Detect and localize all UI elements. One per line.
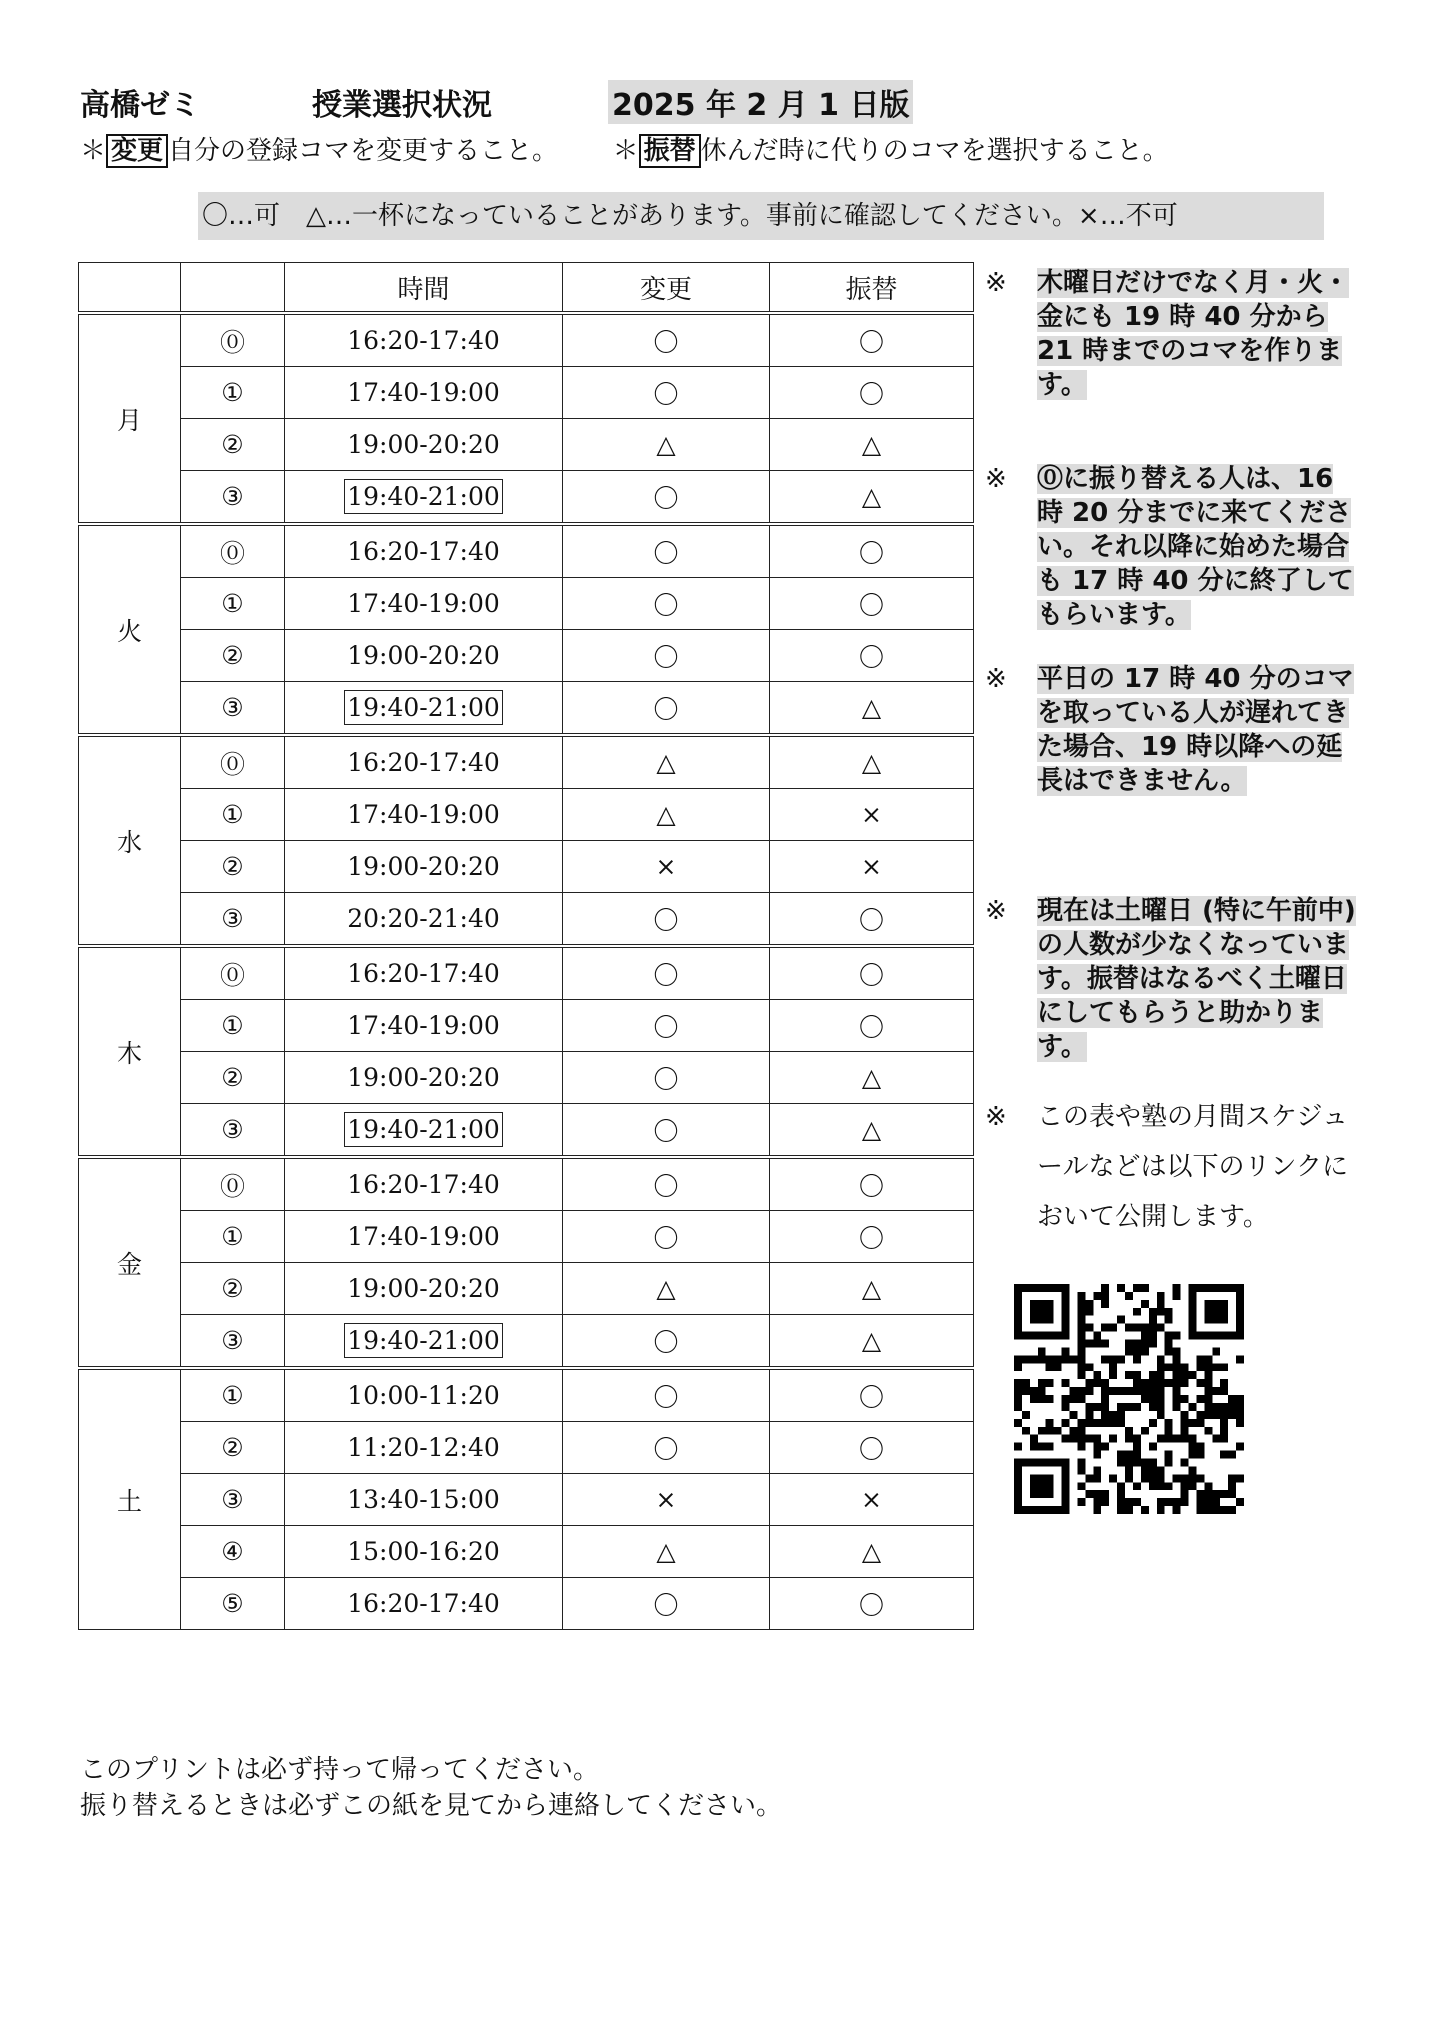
change-status-cell: 〇 (563, 893, 770, 947)
table-row (79, 1368, 974, 1422)
change-status-cell: △ (563, 419, 770, 471)
table-row (79, 367, 974, 419)
change-status-cell: 〇 (563, 1052, 770, 1104)
transfer-status-cell: 〇 (770, 1368, 974, 1422)
table-row (79, 1526, 974, 1578)
table-row (79, 419, 974, 471)
time-text: 19:40-21:00 (344, 1112, 503, 1147)
time-text: 16:20-17:40 (347, 1589, 500, 1618)
transfer-status-cell: × (770, 789, 974, 841)
transfer-status-cell: 〇 (770, 578, 974, 630)
transfer-status-cell: × (770, 1474, 974, 1526)
period-cell: ② (181, 841, 285, 893)
period-cell: ② (181, 630, 285, 682)
table-row (79, 1315, 974, 1369)
note-text: 現在は土曜日 (特に午前中) の人数が少なくなっています。振替はなるべく土曜日にしてもらうと助かります。 (1037, 896, 1356, 1062)
transfer-label: 振替 (639, 134, 701, 168)
period-cell: ③ (181, 682, 285, 736)
day-cell: 月 (79, 313, 181, 524)
day-cell: 木 (79, 946, 181, 1157)
time-cell (285, 735, 563, 789)
time-text: 16:20-17:40 (347, 748, 500, 777)
time-text: 19:00-20:20 (347, 1274, 500, 1303)
change-status-cell: 〇 (563, 946, 770, 1000)
transfer-status-cell: 〇 (770, 630, 974, 682)
transfer-status-cell: × (770, 841, 974, 893)
transfer-status-cell: 〇 (770, 313, 974, 367)
time-text: 17:40-19:00 (347, 1222, 500, 1251)
period-cell: ① (181, 789, 285, 841)
time-cell (285, 367, 563, 419)
table-row (79, 1263, 974, 1315)
change-status-cell: 〇 (563, 682, 770, 736)
period-cell: ⑤ (181, 1578, 285, 1630)
period-cell: ⓪ (181, 946, 285, 1000)
time-cell (285, 893, 563, 947)
transfer-prefix: ＊ (612, 136, 639, 166)
period-cell: ① (181, 367, 285, 419)
header-change: 変更 (563, 263, 770, 314)
table-row (79, 471, 974, 525)
qr-code[interactable] (1014, 1284, 1244, 1514)
period-cell: ① (181, 578, 285, 630)
time-cell (285, 1368, 563, 1422)
transfer-status-cell: 〇 (770, 1578, 974, 1630)
table-row (79, 1104, 974, 1158)
table-row (79, 682, 974, 736)
time-text: 16:20-17:40 (347, 1170, 500, 1199)
transfer-status-cell: 〇 (770, 1211, 974, 1263)
time-cell (285, 946, 563, 1000)
day-cell: 金 (79, 1157, 181, 1368)
period-cell: ③ (181, 893, 285, 947)
change-status-cell: 〇 (563, 1000, 770, 1052)
time-text: 19:40-21:00 (344, 1323, 503, 1358)
time-text: 17:40-19:00 (347, 1011, 500, 1040)
table-row (79, 1422, 974, 1474)
change-status-cell: 〇 (563, 524, 770, 578)
time-cell (285, 1422, 563, 1474)
time-text: 16:20-17:40 (347, 537, 500, 566)
legend: 〇…可 △…一杯になっていることがあります。事前に確認してください。×…不可 (198, 192, 1324, 240)
time-text: 19:00-20:20 (347, 641, 500, 670)
footer-notes (80, 1752, 782, 1824)
note-text: この表や塾の月間スケジュールなどは以下のリンクにおいて公開します。 (1037, 1102, 1348, 1232)
table-row (79, 841, 974, 893)
transfer-status-cell: 〇 (770, 893, 974, 947)
day-cell: 土 (79, 1368, 181, 1630)
table-row (79, 789, 974, 841)
time-cell (285, 1526, 563, 1578)
period-cell: ⓪ (181, 735, 285, 789)
time-text: 17:40-19:00 (347, 800, 500, 829)
time-text: 11:20-12:40 (347, 1433, 500, 1462)
time-cell (285, 1104, 563, 1158)
instructions (80, 130, 1169, 167)
table-row (79, 313, 974, 367)
change-status-cell: 〇 (563, 1422, 770, 1474)
change-status-cell: 〇 (563, 1211, 770, 1263)
transfer-status-cell: △ (770, 419, 974, 471)
change-status-cell: 〇 (563, 1157, 770, 1211)
transfer-status-cell: △ (770, 471, 974, 525)
change-prefix: ＊ (80, 136, 107, 166)
time-cell (285, 1474, 563, 1526)
transfer-status-cell: 〇 (770, 1422, 974, 1474)
day-cell: 水 (79, 735, 181, 946)
change-status-cell: △ (563, 789, 770, 841)
footer-line-2: 振り替えるときは必ずこの紙を見てから連絡してください。 (80, 1791, 783, 1821)
change-status-cell: △ (563, 735, 770, 789)
transfer-status-cell: 〇 (770, 1157, 974, 1211)
change-status-cell: × (563, 841, 770, 893)
transfer-status-cell: △ (770, 1315, 974, 1369)
time-cell (285, 313, 563, 367)
transfer-status-cell: △ (770, 1052, 974, 1104)
change-status-cell: 〇 (563, 578, 770, 630)
transfer-text: 休んだ時に代りのコマを選択すること。 (700, 136, 1169, 166)
period-cell: ⓪ (181, 1157, 285, 1211)
time-cell (285, 1578, 563, 1630)
transfer-status-cell: 〇 (770, 524, 974, 578)
table-row (79, 524, 974, 578)
transfer-status-cell: △ (770, 1526, 974, 1578)
transfer-status-cell: 〇 (770, 1000, 974, 1052)
time-text: 17:40-19:00 (347, 378, 500, 407)
header-row (79, 263, 974, 314)
period-cell: ④ (181, 1526, 285, 1578)
time-text: 19:00-20:20 (347, 430, 500, 459)
table-row (79, 630, 974, 682)
time-cell (285, 841, 563, 893)
table-row (79, 893, 974, 947)
time-text: 16:20-17:40 (347, 326, 500, 355)
time-cell (285, 1263, 563, 1315)
time-cell (285, 471, 563, 525)
table-row (79, 946, 974, 1000)
period-cell: ③ (181, 1104, 285, 1158)
transfer-status-cell: △ (770, 1263, 974, 1315)
change-text: 自分の登録コマを変更すること。 (168, 136, 559, 166)
time-text: 19:00-20:20 (347, 1063, 500, 1092)
change-status-cell: 〇 (563, 367, 770, 419)
change-status-cell: 〇 (563, 313, 770, 367)
time-cell (285, 524, 563, 578)
time-cell (285, 1211, 563, 1263)
seminar-name: 高橋ゼミ (80, 88, 200, 123)
time-cell (285, 578, 563, 630)
time-text: 10:00-11:20 (347, 1381, 500, 1410)
period-cell: ② (181, 1263, 285, 1315)
period-cell: ③ (181, 471, 285, 525)
change-status-cell: 〇 (563, 1578, 770, 1630)
time-text: 19:40-21:00 (344, 690, 503, 725)
note-mark: ※ (985, 896, 1007, 926)
footer-line-1: このプリントは必ず持って帰ってください。 (80, 1755, 599, 1785)
time-text: 13:40-15:00 (347, 1485, 500, 1514)
transfer-status-cell: 〇 (770, 367, 974, 419)
note-mark: ※ (985, 464, 1007, 494)
period-cell: ② (181, 1052, 285, 1104)
transfer-status-cell: △ (770, 735, 974, 789)
transfer-status-cell: △ (770, 1104, 974, 1158)
time-text: 16:20-17:40 (347, 959, 500, 988)
time-cell (285, 1157, 563, 1211)
change-status-cell: 〇 (563, 1368, 770, 1422)
time-text: 15:00-16:20 (347, 1537, 500, 1566)
change-status-cell: 〇 (563, 630, 770, 682)
table-row (79, 1211, 974, 1263)
period-cell: ③ (181, 1474, 285, 1526)
version-date: 2025 年 2 月 1 日版 (608, 80, 913, 124)
header-time: 時間 (285, 263, 563, 314)
change-status-cell: × (563, 1474, 770, 1526)
table-row (79, 1052, 974, 1104)
table-row (79, 1000, 974, 1052)
period-cell: ① (181, 1000, 285, 1052)
transfer-status-cell: 〇 (770, 946, 974, 1000)
note-text: ⓪に振り替える人は、16 時 20 分までに来てください。それ以降に始めた場合も 17 時 40 分に終了してもらいます。 (1037, 464, 1354, 630)
time-text: 17:40-19:00 (347, 589, 500, 618)
table-row (79, 1474, 974, 1526)
time-cell (285, 789, 563, 841)
note-text: 木曜日だけでなく月・火・金にも 19 時 40 分から 21 時までのコマを作ります。 (1037, 268, 1350, 400)
change-status-cell: 〇 (563, 471, 770, 525)
change-label: 変更 (106, 134, 168, 168)
time-text: 19:00-20:20 (347, 852, 500, 881)
period-cell: ⓪ (181, 313, 285, 367)
time-cell (285, 419, 563, 471)
period-cell: ① (181, 1368, 285, 1422)
note-mark: ※ (985, 1102, 1007, 1132)
change-status-cell: 〇 (563, 1315, 770, 1369)
header-period (181, 263, 285, 314)
time-cell (285, 630, 563, 682)
time-cell (285, 682, 563, 736)
table-row (79, 1157, 974, 1211)
header-day (79, 263, 181, 314)
header-transfer: 振替 (770, 263, 974, 314)
page-title: 授業選択状況 (312, 88, 492, 123)
table-row (79, 735, 974, 789)
period-cell: ① (181, 1211, 285, 1263)
time-cell (285, 1000, 563, 1052)
change-status-cell: △ (563, 1263, 770, 1315)
period-cell: ② (181, 1422, 285, 1474)
time-text: 20:20-21:40 (347, 904, 500, 933)
period-cell: ② (181, 419, 285, 471)
transfer-status-cell: △ (770, 682, 974, 736)
schedule-table (78, 262, 974, 1630)
table-row (79, 578, 974, 630)
change-status-cell: △ (563, 1526, 770, 1578)
note-mark: ※ (985, 268, 1007, 298)
time-cell (285, 1052, 563, 1104)
time-text: 19:40-21:00 (344, 479, 503, 514)
period-cell: ⓪ (181, 524, 285, 578)
period-cell: ③ (181, 1315, 285, 1369)
note-mark: ※ (985, 664, 1007, 694)
table-row (79, 1578, 974, 1630)
change-status-cell: 〇 (563, 1104, 770, 1158)
note-text: 平日の 17 時 40 分のコマを取っている人が遅れてきた場合、19 時以降への延長はできません。 (1037, 664, 1354, 796)
time-cell (285, 1315, 563, 1369)
day-cell: 火 (79, 524, 181, 735)
